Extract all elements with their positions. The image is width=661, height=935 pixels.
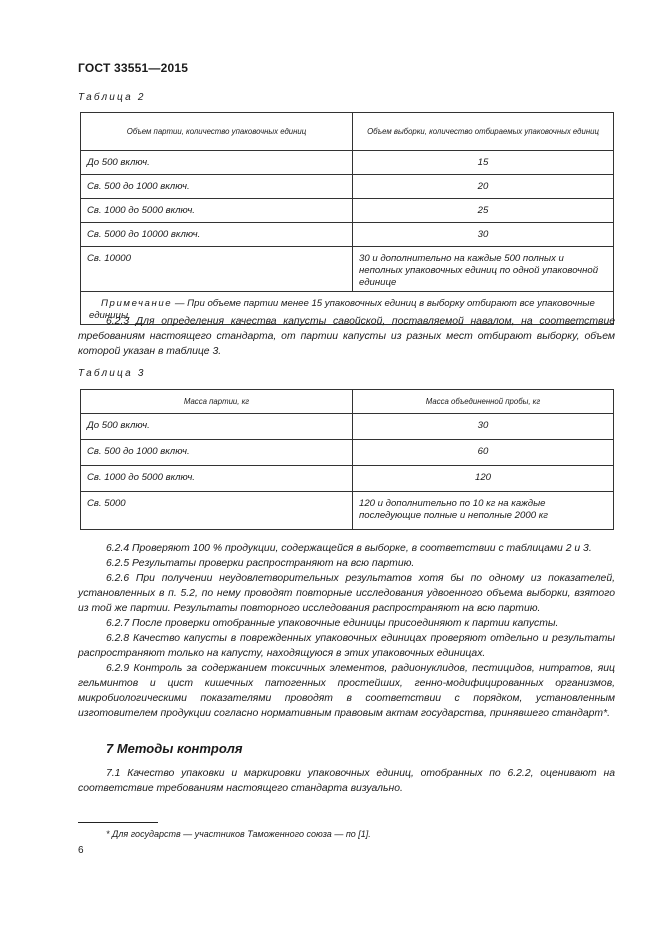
table-cell: 25 [353, 199, 614, 223]
table-cell: Св. 5000 до 10000 включ. [81, 223, 353, 247]
table-row [81, 466, 614, 492]
table-header-row [81, 390, 614, 414]
table-cell: 120 [353, 466, 614, 492]
table-cell: Св. 5000 [81, 492, 353, 530]
paragraph-6-2-4: 6.2.4 Проверяют 100 % продукции, содержащейся в выборке, в соответствии с таблицами 2 и 3. [106, 543, 592, 554]
note-label: Примечание [101, 298, 173, 309]
table-3-col2-header: Масса объединенной пробы, кг [353, 390, 614, 414]
table-row [81, 247, 614, 292]
table-cell: До 500 включ. [81, 414, 353, 440]
paragraph-6-2-5: 6.2.5 Результаты проверки распространяют на всю партию. [106, 558, 415, 569]
table-cell: 30 [353, 223, 614, 247]
table-row [81, 492, 614, 530]
table-cell: 120 и дополнительно по 10 кг на каждые последующие полные и неполные 2000 кг [353, 492, 614, 530]
table-3 [80, 389, 614, 530]
document-id-header: ГОСТ 33551—2015 [78, 61, 189, 75]
table-2-col2-header: Объем выборки, количество отбираемых упаковочных единиц [353, 113, 614, 151]
note-text: — При объеме партии менее 15 упаковочных единиц в выборку отбирают все упаковочные единицы. [89, 298, 595, 321]
table-cell: Св. 1000 до 5000 включ. [81, 466, 353, 492]
table-3-caption: Таблица 3 [78, 368, 146, 379]
table-cell: Св. 500 до 1000 включ. [81, 440, 353, 466]
paragraph-6-2-6: 6.2.6 При получении неудовлетворительных результатов хотя бы по одному из показателей, установленных в п. 5.2, по нему проводят повторные исследования удвоенного объема выборки, взятого из той же партии. Результаты повторного исследования распространяют на всю партию. [78, 573, 615, 614]
paragraph-6-2-3: 6.2.3 Для определения качества капусты савойской, поставляемой навалом, на соответствие требованиям настоящего стандарта, от партии капусты из разных мест отбирают выборку, объем которой указан в таблице 3. [78, 316, 615, 357]
table-2 [80, 112, 614, 325]
table-row [81, 175, 614, 199]
table-cell: Св. 500 до 1000 включ. [81, 175, 353, 199]
table-row [81, 199, 614, 223]
table-cell: 60 [353, 440, 614, 466]
table-cell: До 500 включ. [81, 151, 353, 175]
paragraph-7-1: 7.1 Качество упаковки и маркировки упаковочных единиц, отобранных по 6.2.2, оценивают на соответствие требованиям настоящего стандарта визуально. [78, 768, 615, 794]
paragraphs-6-2-4-to-6-2-9 [78, 541, 615, 721]
page-number: 6 [78, 845, 84, 856]
paragraph-6-2-7: 6.2.7 После проверки отобранные упаковочные единицы присоединяют к партии капусты. [106, 618, 559, 629]
table-cell: Св. 1000 до 5000 включ. [81, 199, 353, 223]
table-row [81, 223, 614, 247]
footnote: * Для государств — участников Таможенного союза — по [1]. [106, 829, 371, 839]
table-cell: Св. 10000 [81, 247, 353, 292]
table-cell: 30 [353, 414, 614, 440]
table-cell: 15 [353, 151, 614, 175]
table-cell: 30 и дополнительно на каждые 500 полных и неполных упаковочных единиц по одной упаковочной единице [353, 247, 614, 292]
paragraph-6-2-9: 6.2.9 Контроль за содержанием токсичных элементов, радионуклидов, пестицидов, нитратов, яиц гельминтов и цист кишечных патогенных простейших, генно-модифицированных организмов, микробиологическими показателями проводят в соответствии с порядком, установленным изготовителем продукции согласно нормативным правовым актам государства, принявшего стандарт*. [78, 663, 615, 719]
table-cell: 20 [353, 175, 614, 199]
section-7-title: 7 Методы контроля [106, 741, 243, 756]
footnote-divider [78, 822, 158, 823]
table-header-row [81, 113, 614, 151]
paragraph-6-2-8: 6.2.8 Качество капусты в поврежденных упаковочных единицах проверяют отдельно и результаты распространяют только на капусту, находящуюся в этих упаковочных единицах. [78, 633, 615, 659]
table-2-caption: Таблица 2 [78, 92, 146, 103]
table-row [81, 414, 614, 440]
table-row [81, 440, 614, 466]
table-2-col1-header: Объем партии, количество упаковочных единиц [81, 113, 353, 151]
table-3-col1-header: Масса партии, кг [81, 390, 353, 414]
table-row [81, 151, 614, 175]
